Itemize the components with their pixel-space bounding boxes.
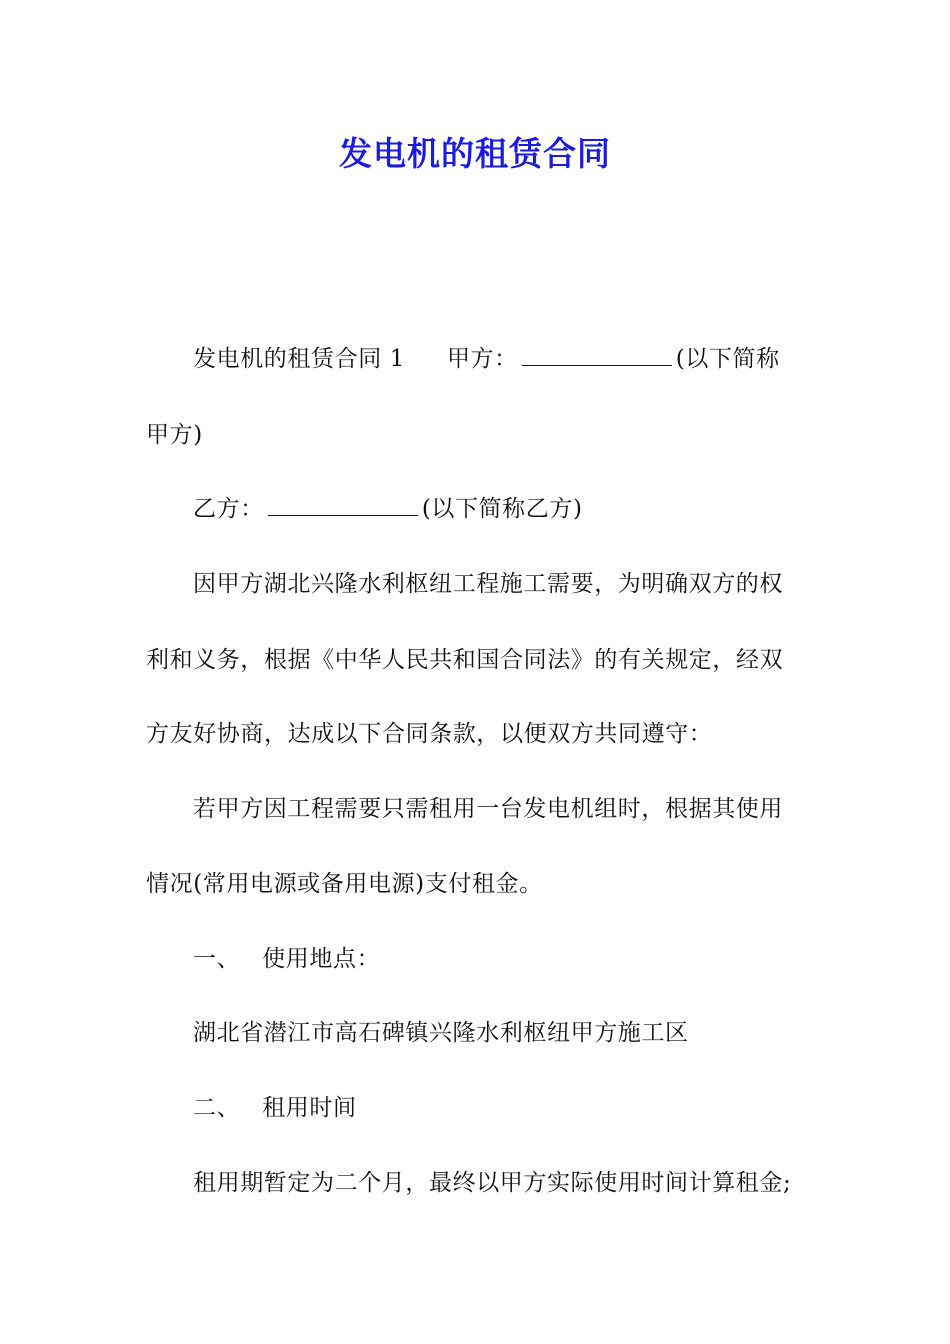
- section-title: 租用时间: [262, 1095, 357, 1121]
- paragraph-line: 甲方): [146, 422, 203, 448]
- paragraph-line: 方友好协商，达成以下合同条款，以便双方共同遵守：: [146, 721, 713, 747]
- party-b-label: 乙方：: [193, 496, 264, 522]
- party-b-alias-text: (以下简称乙方): [421, 496, 583, 522]
- paragraph-line: 租用期暂定为二个月，最终以甲方实际使用时间计算租金;: [193, 1170, 792, 1196]
- paragraph-line: [193, 494, 823, 524]
- paragraph-line: 湖北省潜江市高石碑镇兴隆水利枢纽甲方施工区: [193, 1020, 689, 1046]
- party-a-blank: [522, 347, 672, 366]
- section-heading: [193, 944, 823, 974]
- paragraph-line: 若甲方因工程需要只需租用一台发电机组时，根据其使用: [193, 796, 783, 822]
- party-b-blank: [268, 497, 418, 516]
- section-number: 一、: [193, 946, 241, 972]
- contract-subtitle: 发电机的租赁合同 1: [193, 346, 405, 372]
- paragraph-line: [193, 344, 823, 374]
- section-heading: [193, 1093, 823, 1123]
- section-number: 二、: [193, 1095, 241, 1121]
- paragraph-line: 情况(常用电源或备用电源)支付租金。: [146, 871, 543, 897]
- document-title: 发电机的租赁合同: [339, 134, 611, 173]
- paragraph-line: 因甲方湖北兴隆水利枢纽工程施工需要，为明确双方的权: [193, 571, 783, 597]
- paragraph-line: 利和义务，根据《中华人民共和国合同法》的有关规定，经双: [146, 647, 784, 673]
- section-title: 使用地点：: [262, 946, 381, 972]
- party-a-label: 甲方：: [446, 346, 518, 372]
- party-a-alias-text: (以下简称: [675, 346, 780, 372]
